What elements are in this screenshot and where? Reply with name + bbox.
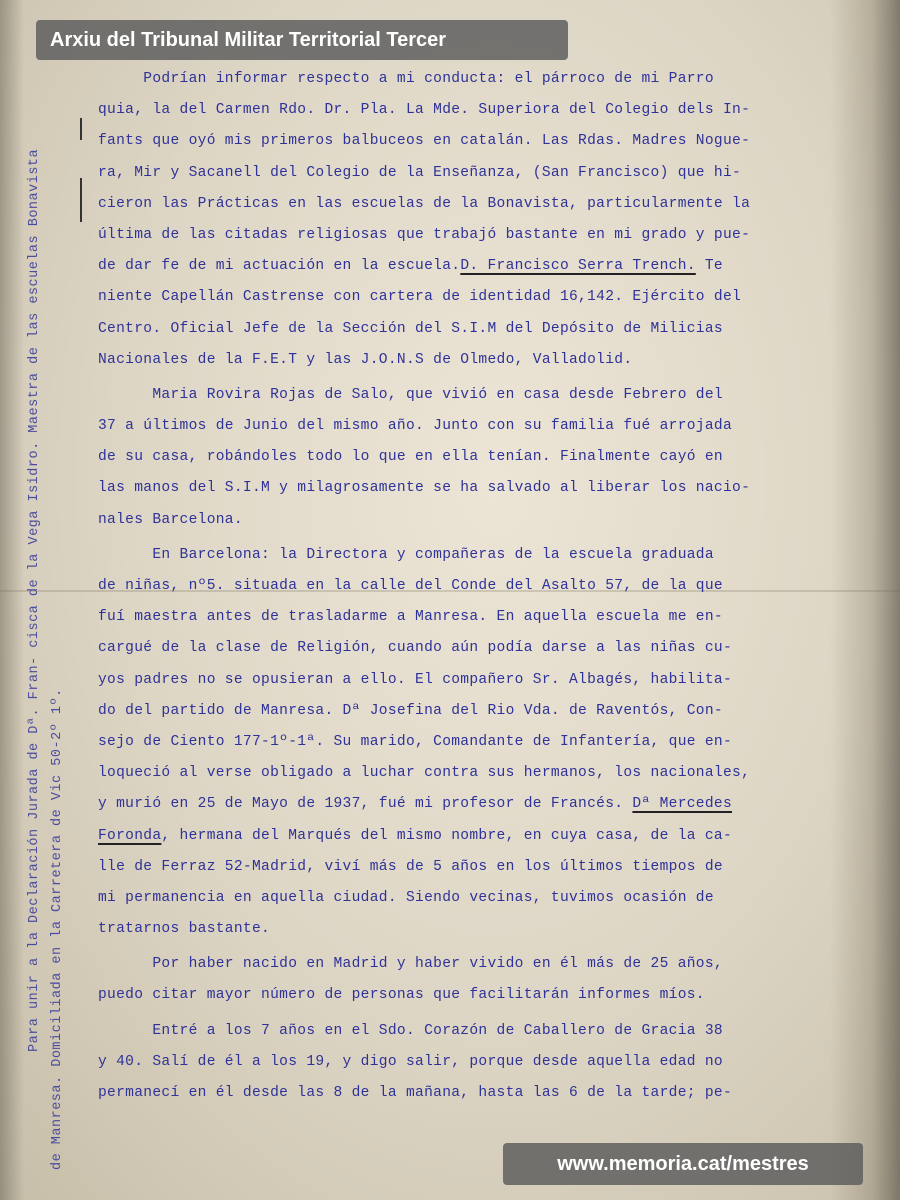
margin-mark [80, 178, 82, 222]
text-line [98, 696, 858, 727]
text-line [98, 883, 858, 914]
text-line [98, 727, 858, 758]
page-left-shadow [0, 0, 24, 1200]
typed-letter-body [98, 64, 858, 1109]
text-line [98, 442, 858, 473]
text-line [98, 602, 858, 633]
text-line [98, 1047, 858, 1078]
text-segment: niente Capellán Castrense con cartera de identidad 16,142. Ejército del [98, 289, 742, 306]
text-segment: Entré a los 7 años en el Sdo. Corazón de Caballero de Gracia 38 [98, 1022, 723, 1039]
text-segment: fuí maestra antes de trasladarme a Manresa. En aquella escuela me en- [98, 609, 723, 626]
text-line [98, 95, 858, 126]
text-line [98, 665, 858, 696]
side-note-line-2: de Manresa. Domiciliada en la Carretera de Vic 50-2º 1º. [50, 688, 65, 1170]
text-line [98, 189, 858, 220]
text-segment: puedo citar mayor número de personas que facilitarán informes míos. [98, 987, 705, 1004]
text-line [98, 126, 858, 157]
text-segment: Podrían informar respecto a mi conducta: el párroco de mi Parro [98, 71, 714, 87]
text-line [98, 64, 858, 95]
text-line [98, 314, 858, 345]
text-segment: ra, Mir y Sacanell del Colegio de la Enseñanza, (San Francisco) que hi- [98, 164, 742, 181]
text-line [98, 633, 858, 664]
text-line [98, 380, 858, 411]
website-watermark-label: www.memoria.cat/mestres [503, 1143, 863, 1185]
text-segment: tratarnos bastante. [98, 921, 271, 938]
margin-mark [80, 118, 82, 140]
text-line [98, 158, 858, 189]
text-segment: sejo de Ciento 177-1º-1ª. Su marido, Comandante de Infantería, que en- [98, 733, 733, 750]
text-segment: , hermana del Marqués del mismo nombre, en cuya casa, de la ca- [161, 827, 733, 844]
text-line [98, 571, 858, 602]
side-note-line-1: Para unir a la Declaración Jurada de Dª. Fran- cisca de la Vega Isidro. Maestra de las escuelas Bonavista [27, 148, 42, 1052]
text-line [98, 505, 858, 536]
text-segment: nales Barcelona. [98, 511, 243, 528]
text-line [98, 473, 858, 504]
text-line [98, 789, 858, 820]
text-segment: de dar fe de mi actuación en la escuela. [98, 258, 461, 275]
underlined-name: D. Francisco Serra Trench. [460, 258, 696, 275]
text-segment: cieron las Prácticas en las escuelas de la Bonavista, particularmente la [98, 195, 751, 212]
text-line [98, 251, 858, 282]
text-segment: mi permanencia en aquella ciudad. Siendo vecinas, tuvimos ocasión de [98, 889, 714, 906]
text-line [98, 220, 858, 251]
archive-watermark-label: Arxiu del Tribunal Militar Territorial Tercer [36, 20, 568, 60]
text-segment: las manos del S.I.M y milagrosamente se ha salvado al liberar los nacio- [98, 480, 751, 497]
text-segment: do del partido de Manresa. Dª Josefina del Rio Vda. de Raventós, Con- [98, 702, 723, 719]
text-line [98, 949, 858, 980]
text-line [98, 914, 858, 945]
text-segment: fants que oyó mis primeros balbuceos en catalán. Las Rdas. Madres Nogue- [98, 133, 751, 150]
text-segment: Centro. Oficial Jefe de la Sección del S.I.M del Depósito de Milicias [98, 320, 723, 337]
text-segment: yos padres no se opusieran a ello. El compañero Sr. Albagés, habilita- [98, 671, 733, 688]
text-segment: Por haber nacido en Madrid y haber vivido en él más de 25 años, [98, 956, 723, 973]
text-line [98, 980, 858, 1011]
text-segment: Maria Rovira Rojas de Salo, que vivió en casa desde Febrero del [98, 386, 723, 403]
text-line [98, 411, 858, 442]
text-segment: En Barcelona: la Directora y compañeras de la escuela graduada [98, 546, 714, 563]
text-line [98, 758, 858, 789]
text-segment: permanecí en él desde las 8 de la mañana, hasta las 6 de la tarde; pe- [98, 1085, 733, 1101]
text-segment: lle de Ferraz 52-Madrid, viví más de 5 años en los últimos tiempos de [98, 858, 723, 875]
underlined-name: Dª Mercedes [632, 796, 733, 813]
text-segment: Te [695, 258, 723, 275]
text-line [98, 345, 858, 376]
underlined-name: Foronda [98, 827, 162, 844]
text-segment: Nacionales de la F.E.T y las J.O.N.S de Olmedo, Valladolid. [98, 351, 633, 368]
text-segment: cargué de la clase de Religión, cuando aún podía darse a las niñas cu- [98, 640, 733, 657]
text-line [98, 821, 858, 852]
text-segment: de su casa, robándoles todo lo que en ella tenían. Finalmente cayó en [98, 449, 723, 466]
text-segment: de niñas, nº5. situada en la calle del Conde del Asalto 57, de la que [98, 578, 723, 594]
text-segment: loqueció al verse obligado a luchar contra sus hermanos, los nacionales, [98, 765, 751, 782]
text-segment: quia, la del Carmen Rdo. Dr. Pla. La Mde. Superiora del Colegio dels In- [98, 102, 751, 119]
text-line [98, 852, 858, 883]
text-line [98, 282, 858, 313]
text-segment: y 40. Salí de él a los 19, y digo salir, porque desde aquella edad no [98, 1053, 723, 1070]
text-line [98, 540, 858, 571]
text-segment: última de las citadas religiosas que trabajó bastante en mi grado y pue- [98, 226, 751, 243]
text-line [98, 1016, 858, 1047]
text-line [98, 1078, 858, 1109]
text-segment: 37 a últimos de Junio del mismo año. Junto con su familia fué arrojada [98, 418, 733, 435]
text-segment: y murió en 25 de Mayo de 1937, fué mi profesor de Francés. [98, 796, 633, 813]
